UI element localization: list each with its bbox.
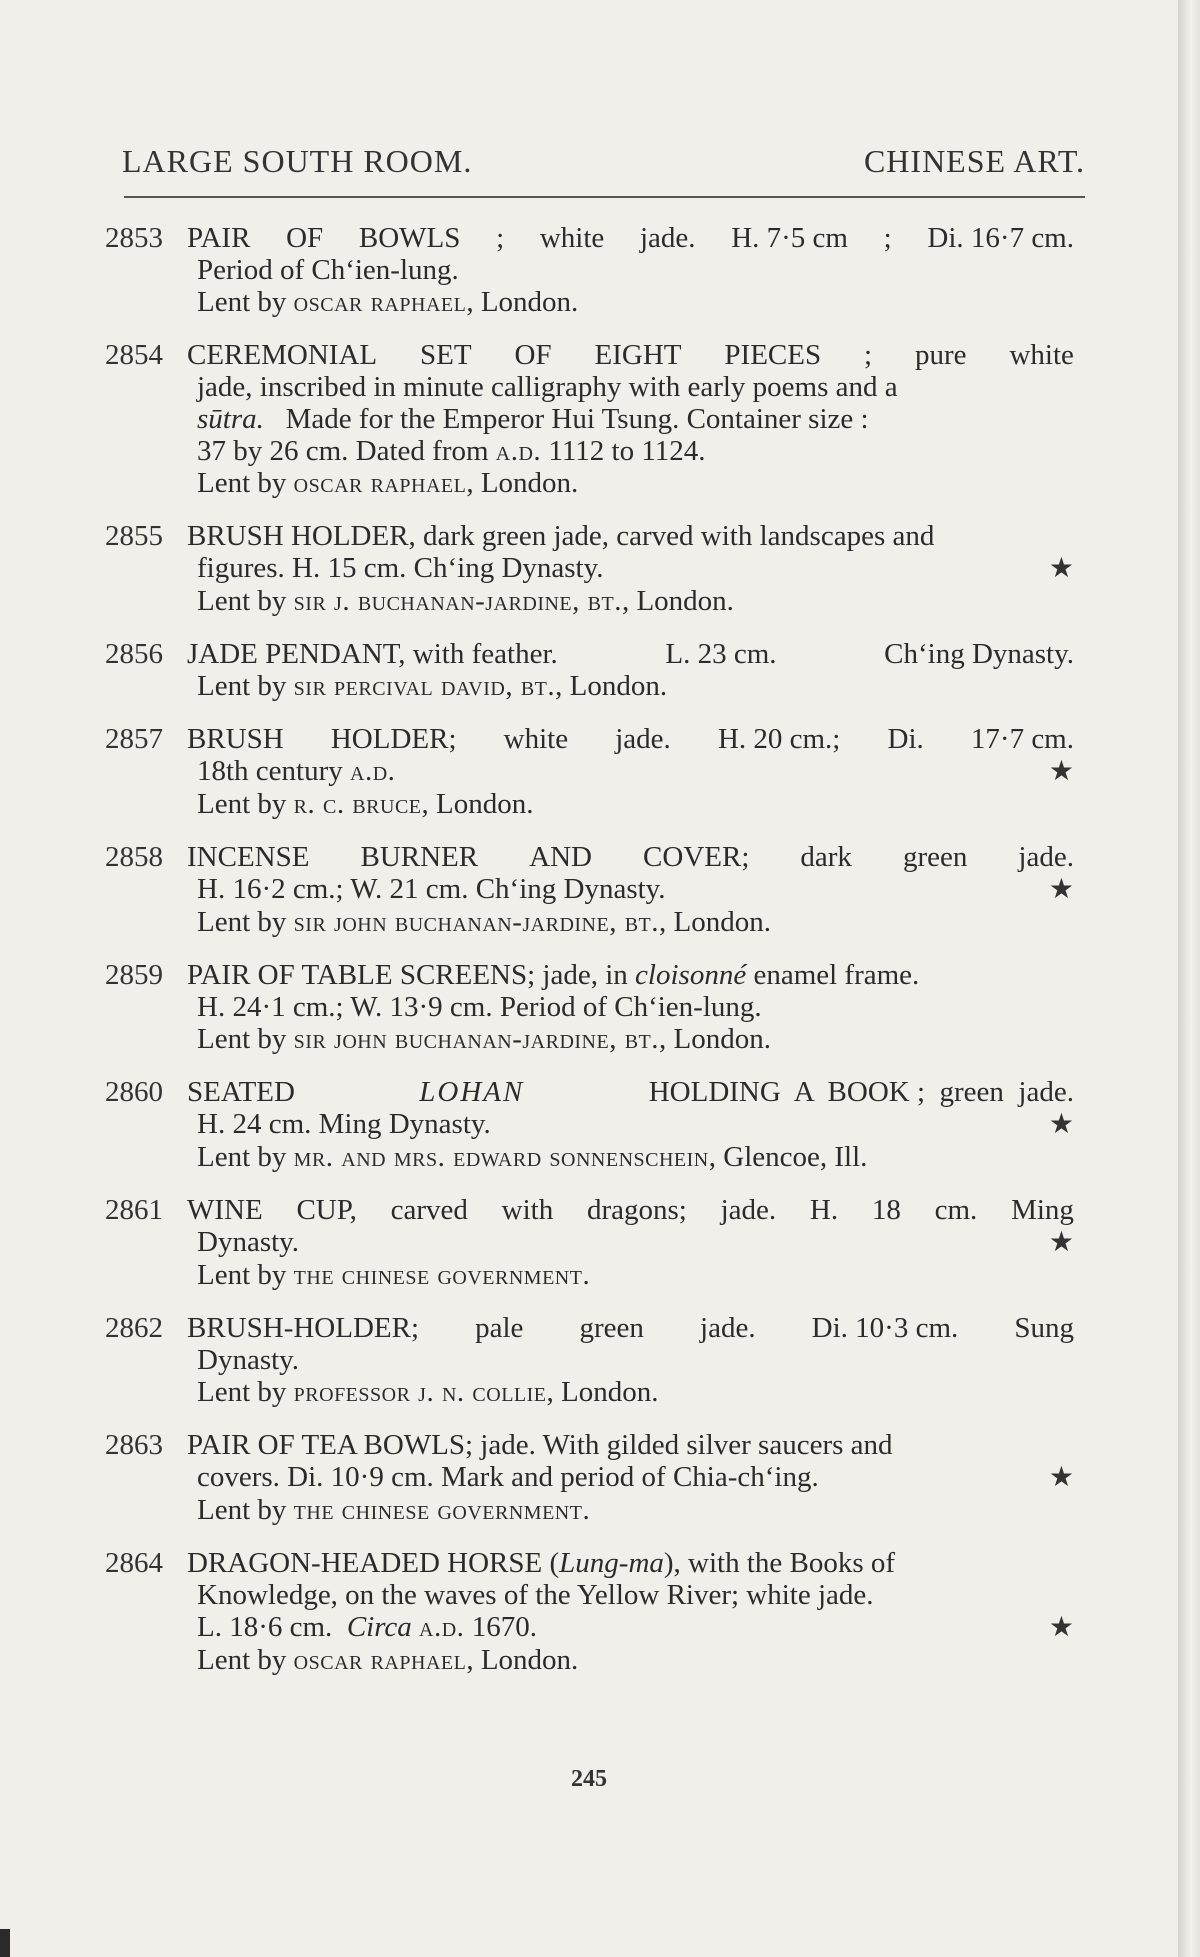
entry-line: sūtra. Made for the Emperor Hui Tsung. Container size : — [197, 403, 869, 435]
entry-line: H. 24·1 cm.; W. 13·9 cm. Period of Ch‘ien-lung. — [197, 991, 762, 1023]
catalogue-entry — [105, 339, 1080, 499]
entry-line: H. 16·2 cm.; W. 21 cm. Ch‘ing Dynasty. — [197, 873, 666, 905]
entry-line: Dynasty. — [197, 1226, 300, 1258]
lender-line: Lent by sir john buchanan-jardine, bt., London. — [197, 1023, 771, 1055]
entry-title-line: INCENSE BURNER AND COVER; dark green jade. — [187, 841, 1074, 873]
lender-line: Lent by sir john buchanan-jardine, bt., London. — [197, 906, 771, 938]
entry-number: 2854 — [105, 339, 163, 371]
entry-title-line: PAIR OF BOWLS ; white jade. H. 7·5 cm ; Di. 16·7 cm. — [187, 222, 1074, 254]
catalogue-entry — [105, 520, 1080, 617]
entry-number: 2864 — [105, 1547, 163, 1579]
star-icon: ★ — [1048, 874, 1074, 905]
header-rule — [124, 196, 1085, 198]
entry-title-line: BRUSH HOLDER, dark green jade, carved with landscapes and — [187, 520, 935, 552]
entry-title-line: JADE PENDANT, with feather. L. 23 cm. Ch‘ing Dynasty. — [187, 638, 1074, 670]
catalogue-entry — [105, 1429, 1080, 1526]
catalogue-entry — [105, 222, 1080, 318]
entry-line: 18th century a.d. — [197, 755, 396, 787]
star-icon: ★ — [1048, 553, 1074, 584]
scan-corner — [0, 1929, 10, 1957]
lender-line: Lent by professor j. n. collie, London. — [197, 1376, 659, 1408]
running-header — [122, 143, 1085, 180]
lender-line: Lent by mr. and mrs. edward sonnenschein, Glencoe, Ill. — [197, 1141, 868, 1173]
entry-number: 2855 — [105, 520, 163, 552]
catalogue-entry — [105, 1547, 1080, 1676]
entry-title-line: BRUSH-HOLDER; pale green jade. Di. 10·3 cm. Sung — [187, 1312, 1074, 1344]
catalogue-entry — [105, 638, 1080, 702]
catalogue-entry — [105, 1076, 1080, 1173]
catalogue-entries — [105, 222, 1080, 1697]
entry-number: 2858 — [105, 841, 163, 873]
star-icon: ★ — [1048, 1227, 1074, 1258]
entry-number: 2856 — [105, 638, 163, 670]
lender-line: Lent by the chinese government. — [197, 1259, 591, 1291]
entry-line: Knowledge, on the waves of the Yellow River; white jade. — [197, 1579, 874, 1611]
catalogue-entry — [105, 1194, 1080, 1291]
lender-line: Lent by oscar raphael, London. — [197, 1644, 579, 1676]
header-left: LARGE SOUTH ROOM. — [122, 143, 473, 179]
entry-line: Dynasty. — [197, 1344, 300, 1376]
lender-line: Lent by sir j. buchanan-jardine, bt., London. — [197, 585, 734, 617]
entry-number: 2860 — [105, 1076, 163, 1108]
entry-title-line: CEREMONIAL SET OF EIGHT PIECES ; pure white — [187, 339, 1074, 371]
entry-line: figures. H. 15 cm. Ch‘ing Dynasty. — [197, 552, 604, 584]
entry-title-line: PAIR OF TEA BOWLS; jade. With gilded silver saucers and — [187, 1429, 893, 1461]
lender-line: Lent by oscar raphael, London. — [197, 286, 579, 318]
catalogue-entry — [105, 1312, 1080, 1408]
star-icon: ★ — [1048, 1462, 1074, 1493]
entry-line: 37 by 26 cm. Dated from a.d. 1112 to 1124. — [197, 435, 706, 467]
entry-number: 2853 — [105, 222, 163, 254]
catalogue-entry — [105, 723, 1080, 820]
entry-line: Period of Ch‘ien-lung. — [197, 254, 459, 286]
lender-line: Lent by r. c. bruce, London. — [197, 788, 534, 820]
star-icon: ★ — [1048, 1612, 1074, 1643]
entry-title-line: DRAGON-HEADED HORSE (Lung-ma), with the Books of — [187, 1547, 896, 1579]
catalogue-entry — [105, 959, 1080, 1055]
entry-line: L. 18·6 cm. Circa a.d. 1670. — [197, 1611, 537, 1643]
entry-number: 2857 — [105, 723, 163, 755]
entry-number: 2861 — [105, 1194, 163, 1226]
entry-title-line: SEATED LOHAN HOLDING A BOOK ; green jade. — [187, 1076, 1074, 1108]
catalogue-entry — [105, 841, 1080, 938]
header-right: CHINESE ART. — [863, 143, 1085, 179]
entry-line: jade, inscribed in minute calligraphy with early poems and a — [197, 371, 898, 403]
entry-line: H. 24 cm. Ming Dynasty. — [197, 1108, 491, 1140]
lender-line: Lent by the chinese government. — [197, 1494, 591, 1526]
entry-number: 2862 — [105, 1312, 163, 1344]
entry-number: 2859 — [105, 959, 163, 991]
entry-title-line: WINE CUP, carved with dragons; jade. H. 18 cm. Ming — [187, 1194, 1074, 1226]
entry-line: covers. Di. 10·9 cm. Mark and period of Chia-ch‘ing. — [197, 1461, 819, 1493]
entry-title-line: BRUSH HOLDER; white jade. H. 20 cm.; Di. 17·7 cm. — [187, 723, 1074, 755]
entry-title-line: PAIR OF TABLE SCREENS; jade, in cloisonné enamel frame. — [187, 959, 920, 991]
lender-line: Lent by sir percival david, bt., London. — [197, 670, 668, 702]
lender-line: Lent by oscar raphael, London. — [197, 467, 579, 499]
page-number: 245 — [571, 1766, 607, 1792]
star-icon: ★ — [1048, 1109, 1074, 1140]
page-edge — [1178, 0, 1200, 1957]
star-icon: ★ — [1048, 756, 1074, 787]
entry-number: 2863 — [105, 1429, 163, 1461]
